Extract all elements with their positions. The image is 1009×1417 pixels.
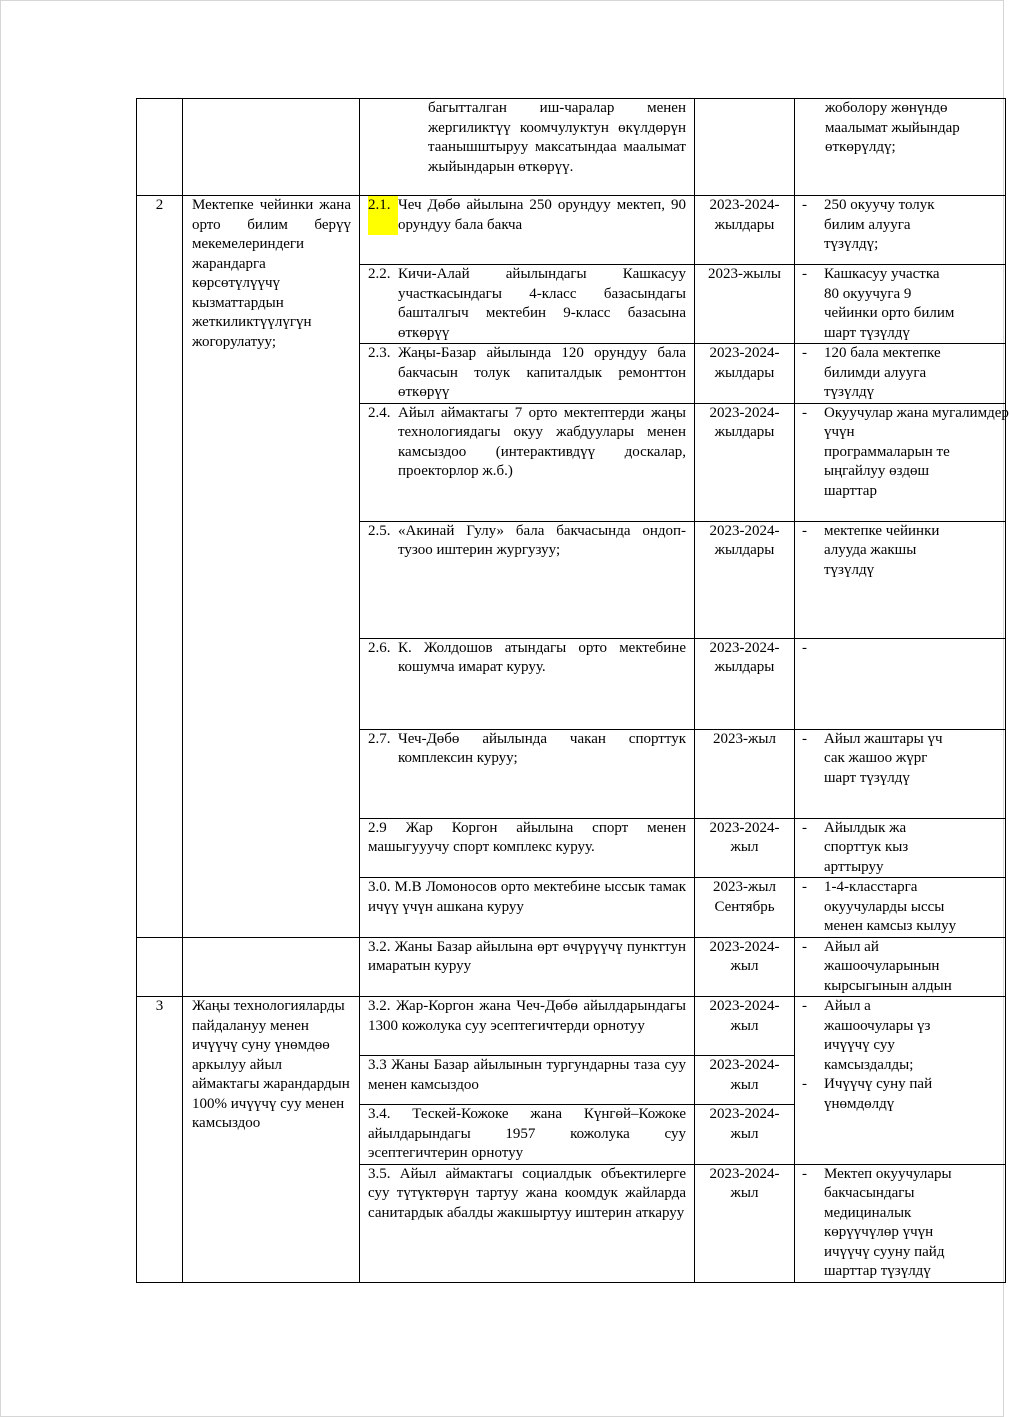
term-text: 2023-жыл bbox=[713, 730, 776, 747]
result-line: шарт түзүлдү bbox=[824, 769, 910, 786]
activity-text: 3.2. Жаны Базар айылына өрт өчүрүүчү пункттун имаратын куруу bbox=[368, 938, 686, 974]
term-text: 2023-2024-жыл bbox=[709, 1106, 780, 1142]
result-line: билим алууга bbox=[824, 216, 911, 233]
dash: - bbox=[802, 730, 807, 747]
result-line: спорттук кыз bbox=[824, 839, 909, 855]
result-line: алууда жакшы bbox=[824, 542, 917, 558]
result-line: 80 окуучуга 9 bbox=[824, 285, 912, 302]
dash: - bbox=[802, 938, 807, 955]
result-line: 1-4-класстарга bbox=[824, 879, 918, 895]
result-line: маалымат жыйындар bbox=[825, 119, 960, 136]
result-line: медициналык bbox=[824, 1204, 912, 1221]
activity-number: 2.2. bbox=[368, 266, 391, 282]
result-text bbox=[824, 522, 1005, 581]
result-line: окуучуларды ыссы bbox=[824, 898, 945, 915]
result-line: бакчасындагы bbox=[824, 1185, 915, 1201]
result-line: көрүүчүлөр үчүн bbox=[824, 1224, 934, 1240]
result-line: камсыздалды; bbox=[824, 1056, 914, 1073]
dash: - bbox=[802, 819, 807, 836]
table-row bbox=[137, 997, 1006, 1056]
result-line: Ичүүчү суну пай bbox=[824, 1076, 933, 1092]
dash: - bbox=[802, 1076, 807, 1092]
activity-text: багытталган иш-чаралар менен жергиликтүү коомчулуктун өкүлдөрүн таанышштыруу максатындаа маалымат жыйындарын өткөрүү. bbox=[428, 100, 686, 175]
term-text: 2023-2024-жылдары bbox=[709, 404, 780, 440]
table-clip bbox=[136, 98, 1009, 1280]
section-goal: Жаңы технологияларды пайдалануу менен ичүүчү суну үнөмдөө аркылуу айыл аймактагы жарандардын 100% ичүүчү суу менен камсыздоо bbox=[192, 998, 350, 1131]
result-line: түзүлдү bbox=[824, 561, 875, 578]
result-line: Окуучулар жана мугалимдер bbox=[824, 404, 1009, 421]
result-text bbox=[824, 938, 1005, 997]
result-text bbox=[824, 819, 1005, 878]
result-text bbox=[824, 1165, 1005, 1282]
result-text bbox=[824, 196, 1005, 255]
result-line: шарттар түзүлдү bbox=[824, 1263, 931, 1279]
result-text bbox=[824, 1075, 1005, 1114]
result-line: кырсыгынын алдын bbox=[824, 977, 952, 994]
activity-number: 2.4. bbox=[368, 404, 391, 421]
term-text: 2023-2024-жылдары bbox=[709, 639, 780, 675]
term-text: 2023-2024-жыл bbox=[709, 938, 780, 974]
activity-text: 3.5. Айыл аймактагы социалдык объектилерге суу түтүктөрүн тартуу жана коомдук жайларда санитардык абалды жакшыртуу иштерин аткаруу bbox=[368, 1165, 686, 1221]
table-row bbox=[137, 937, 1006, 997]
dash: - bbox=[802, 404, 807, 421]
activity-text: 3.3 Жаны Базар айылынын тургундарны таза суу менен камсыздоо bbox=[368, 1057, 686, 1093]
dash: - bbox=[802, 998, 807, 1014]
result-text bbox=[824, 404, 1009, 502]
result-line: Айыл жаштары үч bbox=[824, 730, 943, 747]
result-text bbox=[795, 99, 1005, 158]
result-line: Айыл ай bbox=[824, 938, 879, 955]
term-text: 2023-жыл Сентябрь bbox=[713, 879, 776, 915]
result-line: ичүүчү сууну пайд bbox=[824, 1243, 945, 1260]
activity-number: 2.5. bbox=[368, 522, 391, 539]
result-line: менен камсыз кылуу bbox=[824, 918, 957, 934]
result-line: Айыл а bbox=[824, 998, 871, 1014]
activity-text: 3.2. Жар-Коргон жана Чеч-Дөбө айылдарындагы 1300 кожолука суу эсептегичтерди орнотуу bbox=[368, 998, 686, 1034]
result-line: шарт түзүлдү bbox=[824, 324, 910, 341]
result-text bbox=[824, 344, 1005, 403]
result-text bbox=[824, 639, 1005, 659]
result-line: арттыруу bbox=[824, 858, 884, 875]
dash: - bbox=[802, 266, 807, 282]
result-line: Кашкасуу участка bbox=[824, 266, 940, 282]
activity-text: Кичи-Алай айылындагы Кашкасуу участкасындагы 4-класс базасындагы башталгыч мектебин 9-класс базасына өткөрүү bbox=[398, 266, 686, 341]
dash: - bbox=[802, 197, 807, 213]
dash: - bbox=[802, 639, 807, 656]
result-text bbox=[824, 265, 1005, 343]
term-text: 2023-2024-жыл bbox=[709, 1057, 780, 1093]
section-number: 2 bbox=[155, 197, 164, 213]
dash: - bbox=[802, 1165, 807, 1182]
result-line: ыңгайлуу өздөш bbox=[824, 463, 930, 479]
activity-text: К. Жолдошов атындагы орто мектебине кошумча имарат куруу. bbox=[398, 639, 686, 675]
activity-text: 3.0. М.В Ломоносов орто мектебине ыссык тамак ичүү үчүн ашкана куруу bbox=[368, 879, 686, 915]
term-text: 2023-2024-жыл bbox=[709, 819, 780, 855]
result-line: үнөмдөлдү bbox=[824, 1095, 895, 1112]
result-text bbox=[824, 730, 1005, 789]
activity-text: Чеч Дөбө айылына 250 орундуу мектеп, 90 орундуу бала бакча bbox=[398, 197, 686, 233]
term-text: 2023-2024-жылдары bbox=[709, 522, 780, 558]
activity-number: 2.3. bbox=[368, 345, 391, 361]
activity-text: 3.4. Тескей-Кожоке жана Күнгөй–Кожоке айылдарындагы 1957 кожолука суу эсептегичтерин орнотуу bbox=[368, 1106, 686, 1161]
result-line: 120 бала мектепке bbox=[824, 345, 941, 361]
result-line: түзүлдү; bbox=[824, 236, 879, 252]
result-line: шарттар bbox=[824, 482, 877, 499]
result-text bbox=[824, 997, 1005, 1075]
table-row-continuation bbox=[137, 99, 1006, 196]
result-text bbox=[824, 878, 1005, 937]
term-text: 2023-2024-жыл bbox=[709, 1165, 780, 1201]
dash: - bbox=[802, 522, 807, 539]
result-line: жоболору жөнүндө bbox=[825, 100, 948, 116]
result-line: ичүүчү суу bbox=[824, 1037, 895, 1053]
activity-number: 2.1. bbox=[368, 196, 398, 235]
plan-table bbox=[136, 98, 1009, 1283]
result-line: чейинки орто билим bbox=[824, 305, 955, 321]
table-row bbox=[137, 196, 1006, 265]
activity-number: 2.6. bbox=[368, 639, 391, 656]
result-line: 250 окуучу толук bbox=[824, 197, 935, 213]
result-line: үчүн bbox=[824, 424, 855, 440]
activity-text: Айыл аймактагы 7 орто мектептерди жаңы технологиядагы окуу жабдуулары менен камсыздоо (интерактивдүү доскалар, проекторлор ж.б.) bbox=[398, 404, 686, 479]
result-line: жашоочулары үз bbox=[824, 1017, 931, 1034]
result-line: Мектеп окуучулары bbox=[824, 1165, 952, 1182]
result-line: жашоочуларынын bbox=[824, 958, 940, 974]
activity-text: «Акинай Гулу» бала бакчасында ондоп-тузоо иштерин жургузуу; bbox=[398, 522, 686, 558]
term-text: 2023-2024-жылдары bbox=[709, 197, 780, 233]
term-text: 2023-2024-жыл bbox=[709, 998, 780, 1034]
section-number: 3 bbox=[155, 998, 164, 1014]
term-text: 2023-2024-жылдары bbox=[709, 345, 780, 381]
activity-number: 2.7. bbox=[368, 730, 391, 747]
dash: - bbox=[802, 879, 807, 895]
result-line: билимди алууга bbox=[824, 364, 927, 381]
activity-text: 2.9 Жар Коргон айылына спорт менен машыгууучу спорт комплекс куруу. bbox=[368, 819, 686, 855]
section-goal: Мектепке чейинки жана орто билим берүү мекемелериндеги жарандарга көрсөтүлүүчү кызматтардын жеткиликтүүлүгүн жогорулатуу; bbox=[192, 197, 351, 350]
result-line: программаларын те bbox=[824, 443, 950, 460]
result-line: сак жашоо жүрг bbox=[824, 750, 928, 766]
term-text: 2023-жылы bbox=[707, 266, 781, 282]
result-line: өткөрүлдү; bbox=[825, 139, 896, 155]
dash: - bbox=[802, 345, 807, 361]
activity-text: Жаңы-Базар айылында 120 орундуу бала бакчасын толук капиталдык ремонттон өткөрүү bbox=[398, 345, 686, 400]
result-line: мектепке чейинки bbox=[824, 522, 940, 539]
result-line: Айылдык жа bbox=[824, 819, 907, 836]
result-line: түзүлдү bbox=[824, 384, 875, 400]
activity-text: Чеч-Дөбө айылында чакан спорттук комплексин куруу; bbox=[398, 730, 686, 766]
